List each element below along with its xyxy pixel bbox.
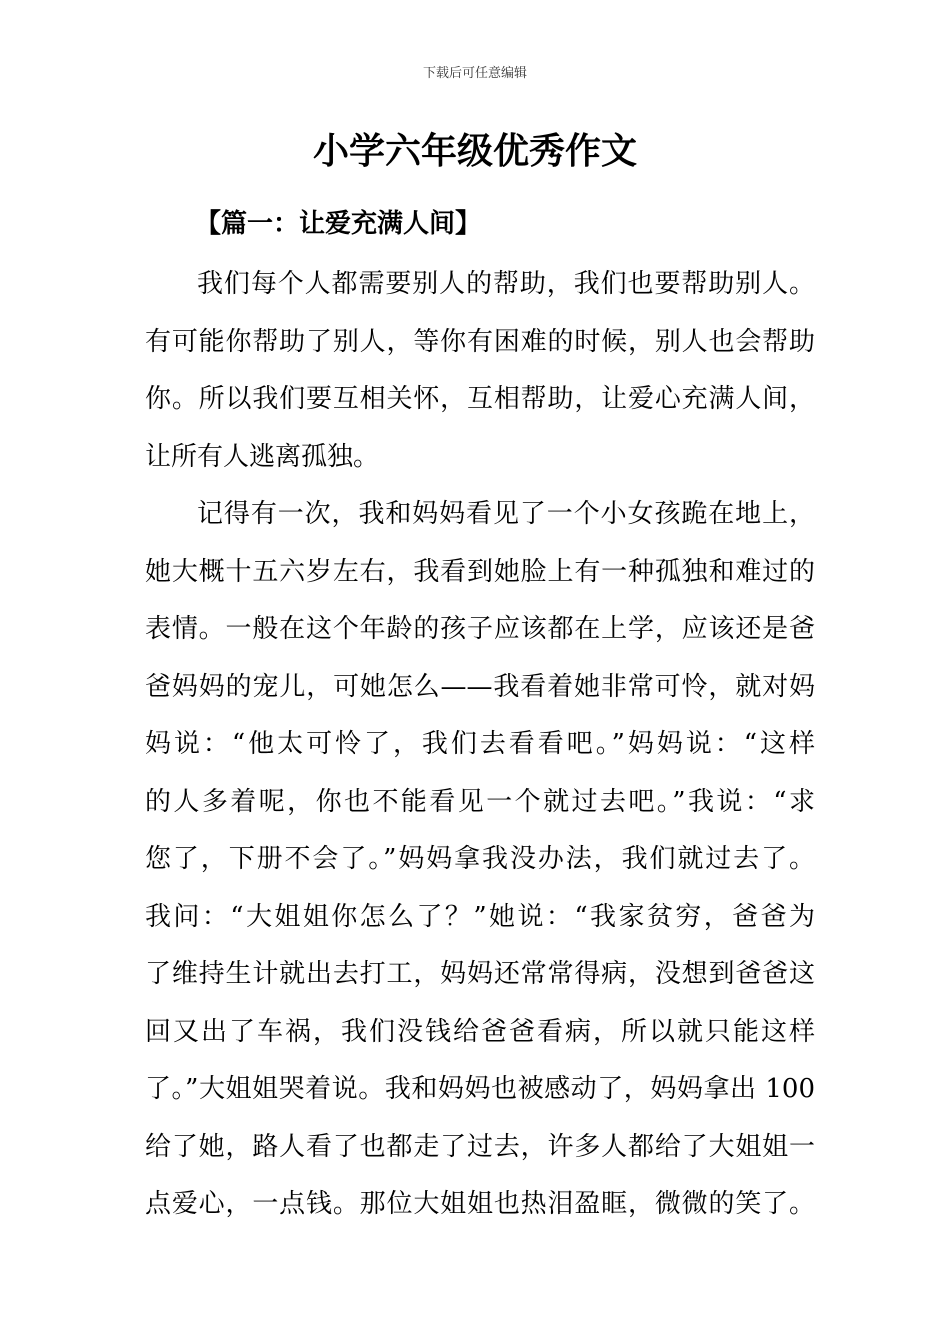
paragraph-line: 表情。一般在这个年龄的孩子应该都在上学，应该还是爸: [145, 614, 815, 644]
paragraph-line: 点爱心，一点钱。那位大姐姐也热泪盈眶，微微的笑了。: [145, 1189, 815, 1219]
paragraph-line: 我问：“大姐姐你怎么了？”她说：“我家贫穷，爸爸为: [145, 901, 815, 932]
paragraph-line: 让所有人逃离孤独。: [145, 441, 380, 472]
paragraph-line: 有可能你帮助了别人，等你有困难的时候，别人也会帮助: [145, 326, 815, 357]
document-title: 小学六年级优秀作文: [312, 131, 637, 172]
paragraph-line: 了维持生计就出去打工，妈妈还常常得病，没想到爸爸这: [145, 959, 815, 989]
essay-body: [145, 256, 815, 1234]
paragraph-1: [145, 256, 815, 486]
paragraph-line: 我们每个人都需要别人的帮助，我们也要帮助别人。: [197, 269, 815, 299]
paragraph-line: 爸妈妈的宠儿，可她怎么——我看着她非常可怜，就对妈: [145, 671, 815, 702]
paragraph-line: 您了，下册不会了。”妈妈拿我没办法，我们就过去了。: [145, 844, 815, 874]
paragraph-line: 她大概十五六岁左右，我看到她脸上有一种孤独和难过的: [145, 556, 815, 587]
paragraph-line: 回又出了车祸，我们没钱给爸爸看病，所以就只能这样: [145, 1016, 815, 1047]
paragraph-line: 妈说：“他太可怜了，我们去看看吧。”妈妈说：“这样: [145, 729, 815, 759]
paragraph-line: 记得有一次，我和妈妈看见了一个小女孩跪在地上，: [197, 499, 815, 529]
section-heading: 【篇一：让爱充满人间】: [195, 209, 482, 239]
paragraph-line: 给了她，路人看了也都走了过去，许多人都给了大姐姐一: [145, 1131, 815, 1162]
paragraph-line: 了。”大姐姐哭着说。我和妈妈也被感动了，妈妈拿出 100: [145, 1074, 815, 1104]
page-header-note: 下载后可任意编辑: [422, 66, 527, 81]
paragraph-2: [145, 486, 815, 1234]
paragraph-line: 你。所以我们要互相关怀，互相帮助，让爱心充满人间，: [145, 384, 815, 414]
paragraph-line: 的人多着呢，你也不能看见一个就过去吧。”我说：“求: [145, 786, 815, 817]
